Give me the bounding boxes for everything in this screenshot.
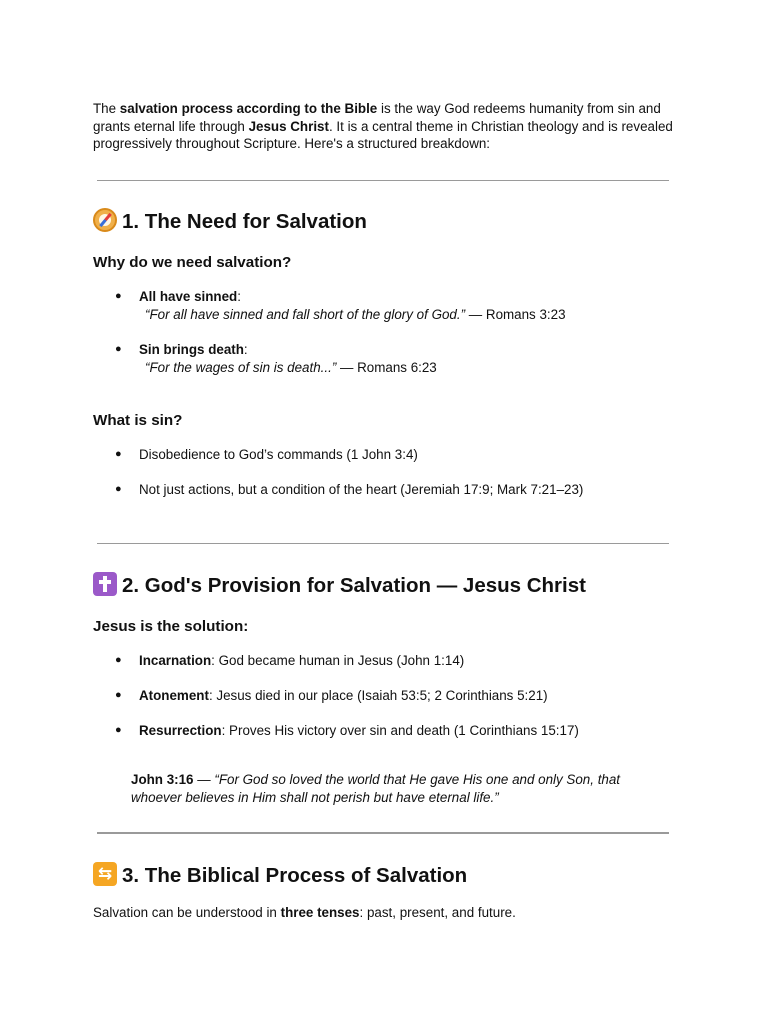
- scripture-quote: “For the wages of sin is death...”: [145, 359, 337, 375]
- scripture-quote: “For all have sinned and fall short of the glory of God.”: [145, 306, 466, 322]
- list-item-sep: :: [237, 289, 241, 304]
- section-3-title: 3. The Biblical Process of Salvation: [122, 864, 468, 887]
- bullet: ●: [115, 343, 122, 355]
- section-3-paragraph: [93, 904, 678, 922]
- section-3-text-1: Salvation can be understood in: [93, 905, 281, 920]
- list-item: [115, 288, 679, 323]
- list-item-sep: :: [243, 342, 248, 357]
- list-item: [115, 652, 679, 670]
- list-item-text: Not just actions, but a condition of the heart (Jeremiah 17:9; Mark 7:21–23): [139, 482, 584, 497]
- bullet: ●: [115, 483, 122, 495]
- section-2-title: 2. God's Provision for Salvation — Jesus Christ: [122, 574, 586, 597]
- intro-text-3: . It is a central theme in Christian theology and is revealed progressively throughout Scripture. Here's a structured breakdown:: [93, 118, 673, 151]
- section-2-subheading: Jesus is the solution:: [93, 618, 249, 635]
- list-item: [115, 446, 679, 464]
- list-item-label: Sin brings death: [139, 342, 244, 357]
- compass-icon: [93, 208, 117, 232]
- list-item: [115, 341, 679, 376]
- list-item: [115, 481, 679, 499]
- bullet: ●: [115, 654, 122, 666]
- intro-bold-1: salvation process according to the Bible: [119, 101, 378, 116]
- bullet: ●: [115, 290, 122, 302]
- section-1-heading: [93, 208, 367, 235]
- section-2-heading: [93, 572, 586, 599]
- intro-bold-2: Jesus Christ: [248, 118, 329, 134]
- divider: [97, 543, 669, 544]
- divider: [97, 832, 669, 834]
- scripture-ref: — Romans 6:23: [336, 359, 437, 375]
- cross-icon: [93, 572, 117, 596]
- section-3-text-2: : past, present, and future.: [359, 905, 516, 920]
- intro-paragraph: [93, 100, 678, 153]
- list-item-text: Disobedience to God’s commands (1 John 3:4): [139, 447, 418, 462]
- list-item-label: Resurrection: [139, 723, 222, 738]
- bullet: ●: [115, 689, 122, 701]
- list-item: [115, 722, 679, 740]
- list-item-label: All have sinned: [139, 289, 238, 304]
- section-1-title: 1. The Need for Salvation: [122, 210, 367, 233]
- scripture-callout: [131, 771, 671, 807]
- section-1-subheading-why: Why do we need salvation?: [93, 254, 292, 271]
- section-3-bold: three tenses: [280, 905, 360, 920]
- callout-quote: “For God so loved the world that He gave His one and only Son, that whoever believes in Him shall not perish but have eternal life.”: [131, 772, 621, 805]
- callout-reference: John 3:16: [131, 772, 194, 787]
- divider: [97, 180, 669, 181]
- intro-text-2: is the way God redeems humanity from sin and grants eternal life through: [93, 101, 661, 134]
- list-item-label: Atonement: [139, 688, 209, 703]
- list-item-text: : Jesus died in our place (Isaiah 53:5; 2 Corinthians 5:21): [208, 688, 548, 703]
- list-item: [115, 687, 679, 705]
- repeat-icon: [93, 862, 117, 886]
- section-1-subheading-sin: What is sin?: [93, 412, 183, 429]
- bullet: ●: [115, 724, 122, 736]
- list-item-text: : Proves His victory over sin and death (1 Corinthians 15:17): [221, 723, 579, 738]
- bullet: ●: [115, 448, 122, 460]
- section-3-heading: [93, 862, 467, 889]
- intro-text-1: The: [93, 101, 120, 116]
- list-item-label: Incarnation: [139, 653, 212, 668]
- list-item-text: : God became human in Jesus (John 1:14): [211, 653, 465, 668]
- callout-dash: —: [193, 772, 215, 787]
- scripture-ref: — Romans 3:23: [465, 306, 566, 322]
